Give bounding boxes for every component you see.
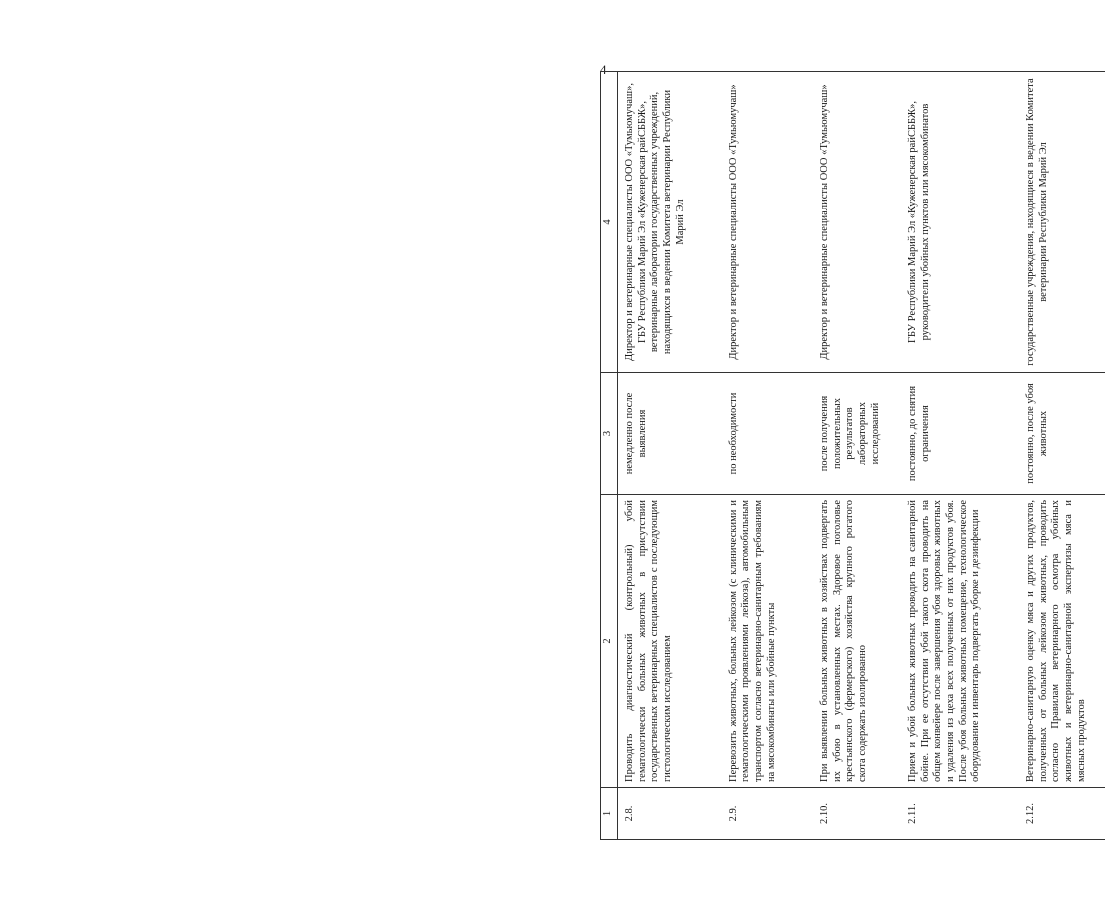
- row-term: после получения положительных результатов лабораторных исследований: [813, 373, 901, 495]
- table-row: [722, 72, 813, 840]
- row-number: 2.12.: [1019, 788, 1105, 840]
- header-col-4: 4: [601, 72, 618, 373]
- header-col-1: 1: [601, 788, 618, 840]
- row-responsible: Директор и ветеринарные специалисты ООО «Тумьюмучаш»: [813, 72, 901, 373]
- row-description: Перевозить животных, больных лейкозом (с клиническими и гематологическими проявлениями лейкоза), автомобильным транспортом согласно ветеринарно-санитарным требованиям на мясокомбинаты или убойные пункты: [722, 495, 813, 788]
- row-responsible: Директор и ветеринарные специалисты ООО «Тумьюмучаш», ГБУ Республики Марий Эл «Куженерская райСББЖ», ветеринарные лаборатории государственных учреждений, находящихся в ведении Комитета ветеринарии Республики Марий Эл: [618, 72, 722, 373]
- measures-table: [600, 71, 1105, 840]
- row-term: постоянно, до снятия ограничения: [901, 373, 1019, 495]
- table-row: [901, 72, 1019, 840]
- row-number: 2.10.: [813, 788, 901, 840]
- row-number: 2.8.: [618, 788, 722, 840]
- table-row: [813, 72, 901, 840]
- table-row: [1019, 72, 1105, 840]
- table-row: [618, 72, 722, 840]
- row-number: 2.9.: [722, 788, 813, 840]
- row-responsible: Директор и ветеринарные специалисты ООО «Тумьюмучаш»: [722, 72, 813, 373]
- row-term: немедленно после выявления: [618, 373, 722, 495]
- header-col-3: 3: [601, 373, 618, 495]
- row-description: Прием и убой больных животных проводить на санитарной бойне. При ее отсутствии убой такого скота проводить на общем конвейере после завершения убоя здоровых животных и удаления из цеха всех полученных от них продуктов убоя. После убоя больных животных помещение, технологическое оборудование и инвентарь подвергать уборке и дезинфекции: [901, 495, 1019, 788]
- row-responsible: ГБУ Республики Марий Эл «Куженерская райСББЖ», руководители убойных пунктов или мясокомбинатов: [901, 72, 1019, 373]
- header-col-2: 2: [601, 495, 618, 788]
- row-responsible: государственные учреждения, находящиеся в ведении Комитета ветеринарии Республики Марий Эл: [1019, 72, 1105, 373]
- row-description: Ветеринарно-санитарную оценку мяса и других продуктов, полученных от больных лейкозом животных, проводить согласно Правилам ветеринарного осмотра убойных животных и ветеринарно-санитарной экспертизы мяса и мясных продуктов: [1019, 495, 1105, 788]
- row-description: Проводить диагностический (контрольный) убой гематологически больных животных в присутствии государственных ветеринарных специалистов с последующим гистологическим исследованием: [618, 495, 722, 788]
- rotated-table-wrapper: [600, 72, 1105, 840]
- row-term: постоянно, после убоя животных: [1019, 373, 1105, 495]
- page-number: 4: [600, 62, 607, 77]
- row-term: по необходимости: [722, 373, 813, 495]
- row-number: 2.11.: [901, 788, 1019, 840]
- row-description: При выявлении больных животных в хозяйствах подвергать их убою в установленных местах. Здоровое поголовье крестьянского (фермерского) хозяйства крупного рогатого скота содержать изолированно: [813, 495, 901, 788]
- table-header-row: [601, 72, 618, 840]
